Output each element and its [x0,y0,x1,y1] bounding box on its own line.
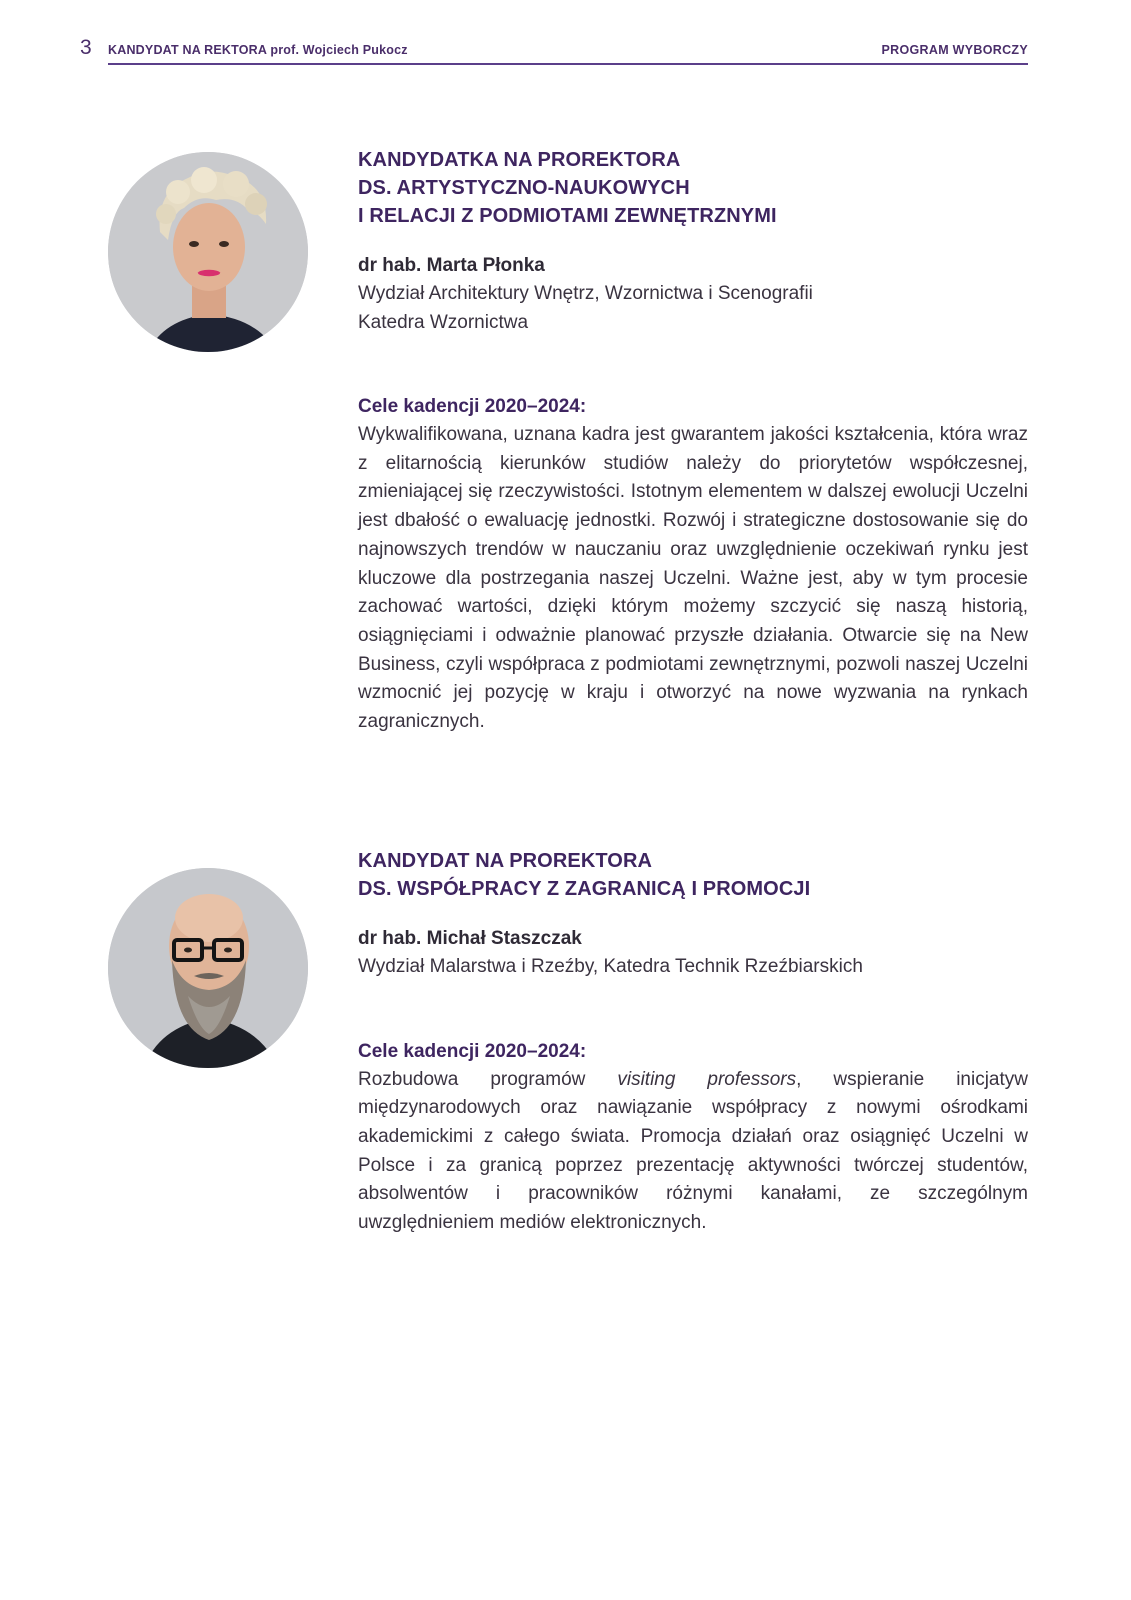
header-candidate-name: prof. Wojciech Pukocz [270,43,408,57]
goals-text [358,1066,1028,1238]
goals-text: Wykwalifikowana, uznana kadra jest gwarantem jakości kształcenia, która wraz z elitarnością kierunków studiów należy do priorytetów współczesnej, zmieniającej się rzeczywistości. Istotnym elementem w dalszej ewolucji Uczelni jest dbałość o ewaluację jednostki. Rozwój i strategiczne dostosowanie się do najnowszych trendów w nauczaniu oraz uwzględnienie oczekiwań rynku jest kluczowe dla postrzegania naszej Uczelni. Ważne jest, aby w tym procesie zachować wartości, dzięki którym możemy szczycić się naszą historią, osiągnięciami i odważnie planować przyszłe działania. Otwarcie się na New Business, czyli współpraca z podmiotami zewnętrznymi, pozwoli naszej Uczelni wzmocnić jej pozycję w kraju i otworzyć na nowe wyzwania na rynkach zagranicznych. [358,424,1028,733]
candidate-role-title [358,146,1028,230]
header-divider [108,63,1028,65]
portrait-image [108,868,308,1068]
role-line: KANDYDATKA NA PROREKTORA [358,149,681,171]
goals-heading: Cele kadencji 2020–2024: [358,396,587,417]
portrait-marta-plonka [108,152,308,352]
role-line: I RELACJI Z PODMIOTAMI ZEWNĘTRZNYMI [358,205,777,227]
header-candidate-label: KANDYDAT NA REKTORA [108,43,267,57]
candidate-faculty: Wydział Malarstwa i Rzeźby, Katedra Technik Rzeźbiarskich [358,956,863,977]
candidate-name: dr hab. Marta Płonka [358,255,545,276]
candidate-role-title [358,847,1028,903]
candidate-info-2 [358,847,1028,1238]
portrait-michal-staszczak [108,868,308,1068]
role-line: DS. WSPÓŁPRACY Z ZAGRANICĄ I PROMOCJI [358,878,811,900]
goals-text-italic: visiting professors [617,1068,797,1090]
candidate-department: Katedra Wzornictwa [358,311,529,333]
candidate-faculty: Wydział Architektury Wnętrz, Wzornictwa i Scenografii [358,283,813,304]
candidate-info-1 [358,146,1028,737]
page-header [80,36,1028,64]
header-candidate [108,43,408,57]
goals-text-end: , wspieranie inicjatyw międzynarodowych oraz nawiązanie współpracy z nowymi ośrodkami akademickimi z całego świata. Promocja działań oraz osiągnięć Uczelni w Polsce i za granicą poprzez prezentację aktywności twórczej studentów, absolwentów i pracowników różnymi kanałami, ze szczególnym uwzględnieniem mediów elektronicznych. [358,1068,1028,1234]
goals-text-start: Rozbudowa programów [358,1068,618,1090]
header-section-title: PROGRAM WYBORCZY [881,43,1028,57]
role-line: KANDYDAT NA PROREKTORA [358,850,653,872]
portrait-image [108,152,308,352]
goals-heading: Cele kadencji 2020–2024: [358,1040,587,1062]
role-line: DS. ARTYSTYCZNO-NAUKOWYCH [358,177,690,199]
page-number: 3 [80,36,92,59]
candidate-name: dr hab. Michał Staszczak [358,928,582,949]
